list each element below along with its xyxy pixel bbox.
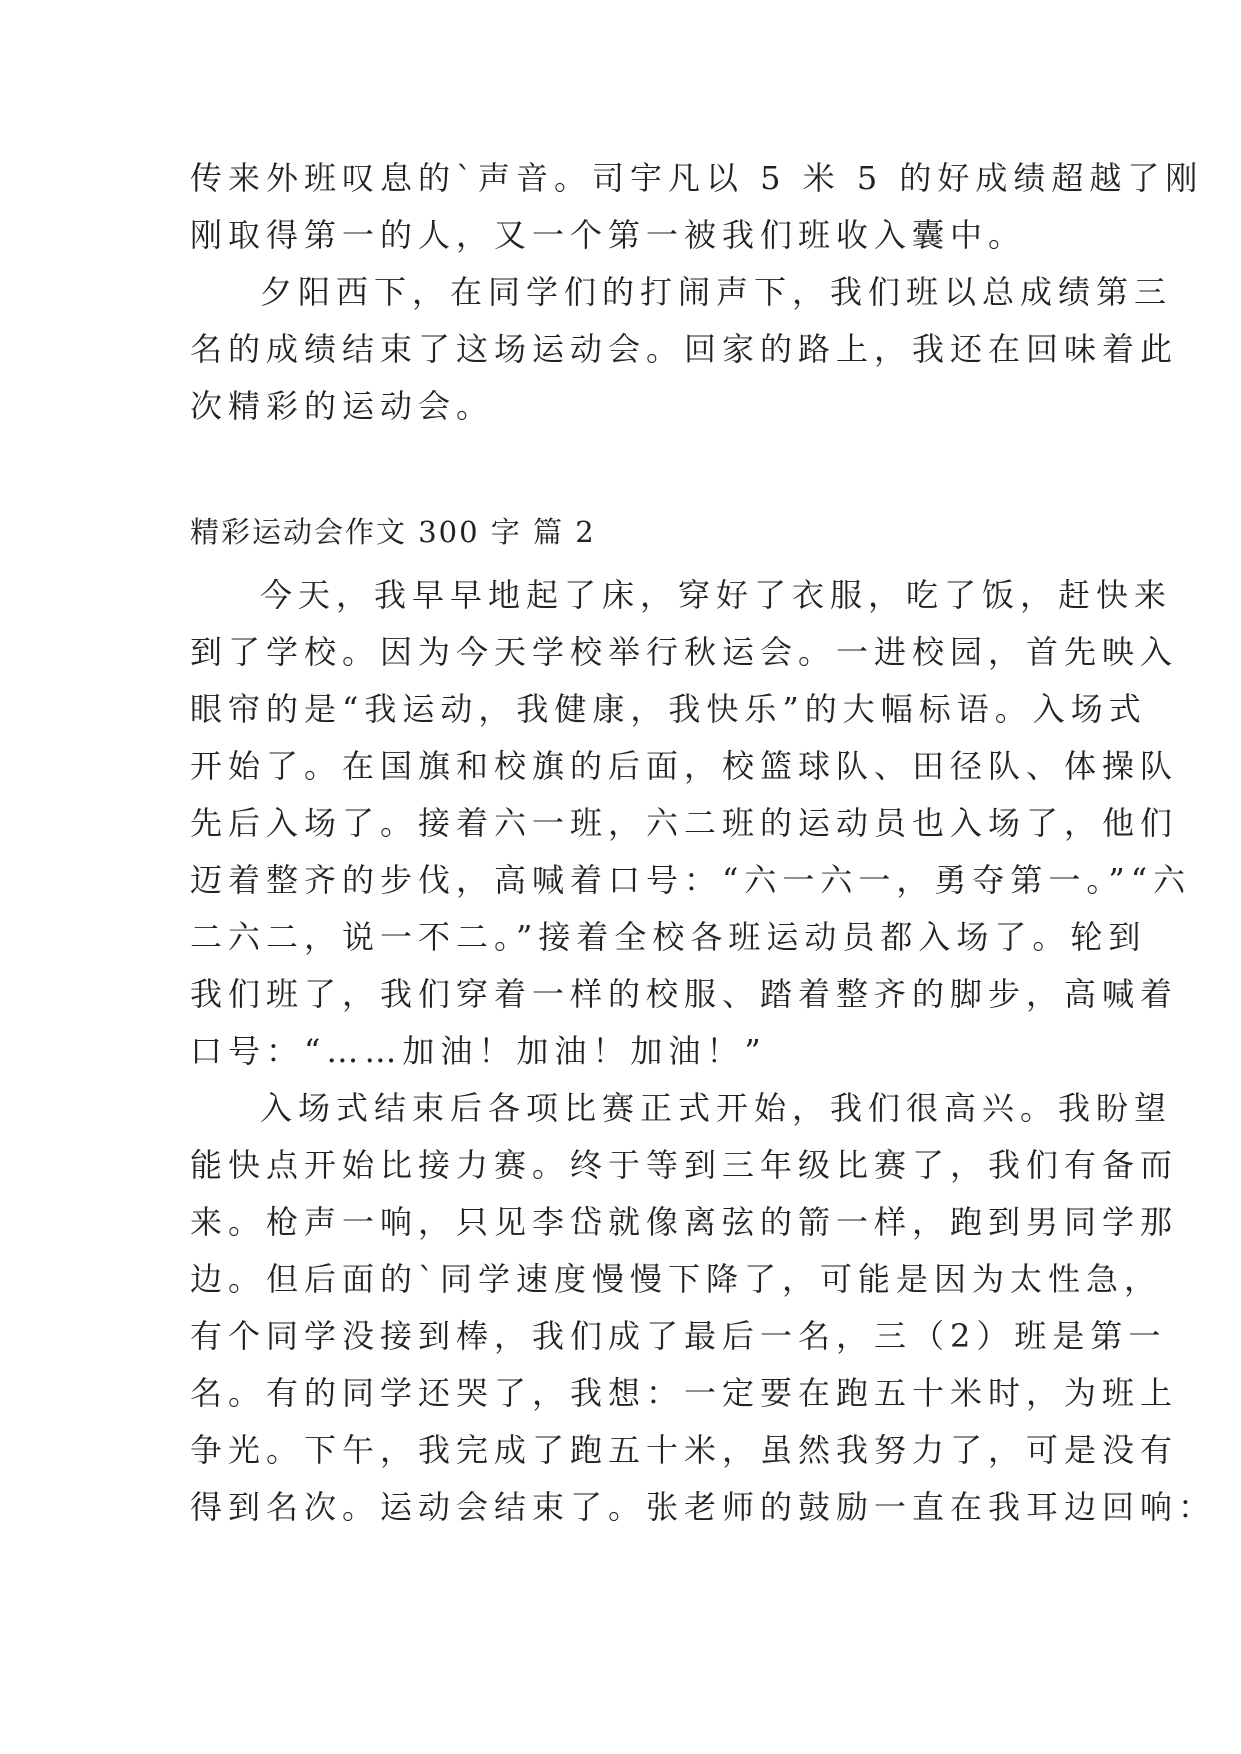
paragraph-line: 入场式结束后各项比赛正式开始，我们很高兴。我盼望 (260, 1089, 1173, 1127)
paragraph-line: 有个同学没接到棒，我们成了最后一名，三（2）班是第一 (190, 1317, 1167, 1355)
paragraph-line: 我们班了，我们穿着一样的校服、踏着整齐的脚步，高喊着 (190, 975, 1179, 1013)
paragraph-line: 口号：“……加油！加油！加油！” (190, 1032, 767, 1070)
section-heading: 精彩运动会作文 300 字 篇 2 (190, 515, 596, 549)
paragraph-line: 得到名次。运动会结束了。张老师的鼓励一直在我耳边回响： (190, 1488, 1217, 1526)
paragraph-line: 先后入场了。接着六一班，六二班的运动员也入场了，他们 (190, 804, 1179, 842)
paragraph-line: 眼帘的是“我运动，我健康，我快乐”的大幅标语。入场式 (190, 690, 1147, 728)
paragraph-line: 刚取得第一的人，又一个第一被我们班收入囊中。 (190, 216, 1027, 254)
paragraph-line: 争光。下午，我完成了跑五十米，虽然我努力了，可是没有 (190, 1431, 1179, 1469)
paragraph-line: 开始了。在国旗和校旗的后面，校篮球队、田径队、体操队 (190, 747, 1179, 785)
paragraph-line: 次精彩的运动会。 (190, 387, 495, 425)
paragraph-line: 传来外班叹息的`声音。司宇凡以 5 米 5 的好成绩超越了刚 (190, 159, 1204, 197)
section-2-text (190, 567, 1217, 1536)
paragraph-line: 迈着整齐的步伐，高喊着口号：“六一六一，勇夺第一。”“六 (190, 861, 1192, 899)
section-1-text (190, 150, 1204, 435)
paragraph-line: 边。但后面的`同学速度慢慢下降了，可能是因为太性急， (190, 1260, 1163, 1298)
paragraph-line: 名的成绩结束了这场运动会。回家的路上，我还在回味着此 (190, 330, 1179, 368)
paragraph-line: 到了学校。因为今天学校举行秋运会。一进校园，首先映入 (190, 633, 1179, 671)
paragraph-line: 能快点开始比接力赛。终于等到三年级比赛了，我们有备而 (190, 1146, 1179, 1184)
paragraph-line: 今天，我早早地起了床，穿好了衣服，吃了饭，赶快来 (260, 576, 1173, 614)
paragraph-line: 夕阳西下，在同学们的打闹声下，我们班以总成绩第三 (260, 273, 1173, 311)
paragraph-line: 来。枪声一响，只见李岱就像离弦的箭一样，跑到男同学那 (190, 1203, 1179, 1241)
paragraph-line: 名。有的同学还哭了，我想：一定要在跑五十米时，为班上 (190, 1374, 1179, 1412)
paragraph-line: 二六二，说一不二。”接着全校各班运动员都入场了。轮到 (190, 918, 1147, 956)
